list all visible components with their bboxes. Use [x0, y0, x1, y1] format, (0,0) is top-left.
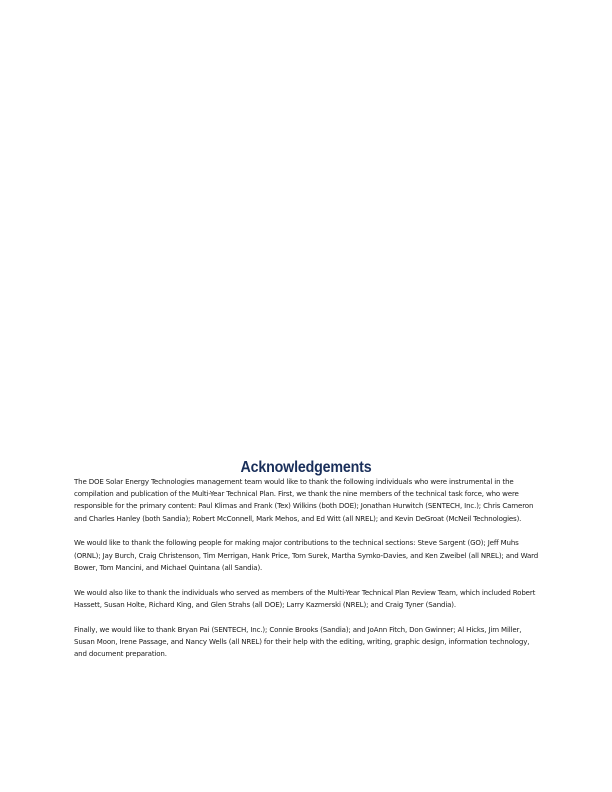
paragraph-technical-contributors: We would like to thank the following people for making major contributions to the technical sections: Steve Sargent (GO); Jeff Muhs (ORNL); Jay Burch, Craig Christenson, Tim Merrigan, Hank Price, Tom Surek, Martha Symko-Davies, and Ken Zweibel (all NREL); and Ward Bower, Tom Mancini, and Michael Quintana (all Sandia). — [74, 538, 539, 572]
page-title: Acknowledgements — [240, 459, 372, 477]
paragraph-production-help: Finally, we would like to thank Bryan Pai (SENTECH, Inc.); Connie Brooks (Sandia); and JoAnn Fitch, Don Gwinner; Al Hicks, Jim Miller, Susan Moon, Irene Passage, and Nancy Wells (all NREL) for their help with the editing, writing, graphic design, information technology, and document preparation. — [74, 624, 530, 659]
paragraph-review-team: We would also like to thank the individuals who served as members of the Multi-Year Technical Plan Review Team, which included Robert Hassett, Susan Holte, Richard King, and Glen Strahs (all DOE); Larry Kazmerski (NREL); and Craig Tyner (Sandia). — [74, 587, 536, 609]
paragraph-task-force: The DOE Solar Energy Technologies management team would like to thank the following individuals who were instrumental in the compilation and publication of the Multi-Year Technical Plan. First, we thank the nine members of the technical task force, who were responsible for the primary content: Paul Klimas and Frank (Tex) Wilkins (both DOE); Jonathan Hurwitch (SENTECH, Inc.); Chris Cameron and Charles Hanley (both Sandia); Robert McConnell, Mark Mehos, and Ed Witt (all NREL); and Kevin DeGroat (McNeil Technologies). — [74, 477, 534, 523]
acknowledgements-body — [74, 476, 544, 673]
